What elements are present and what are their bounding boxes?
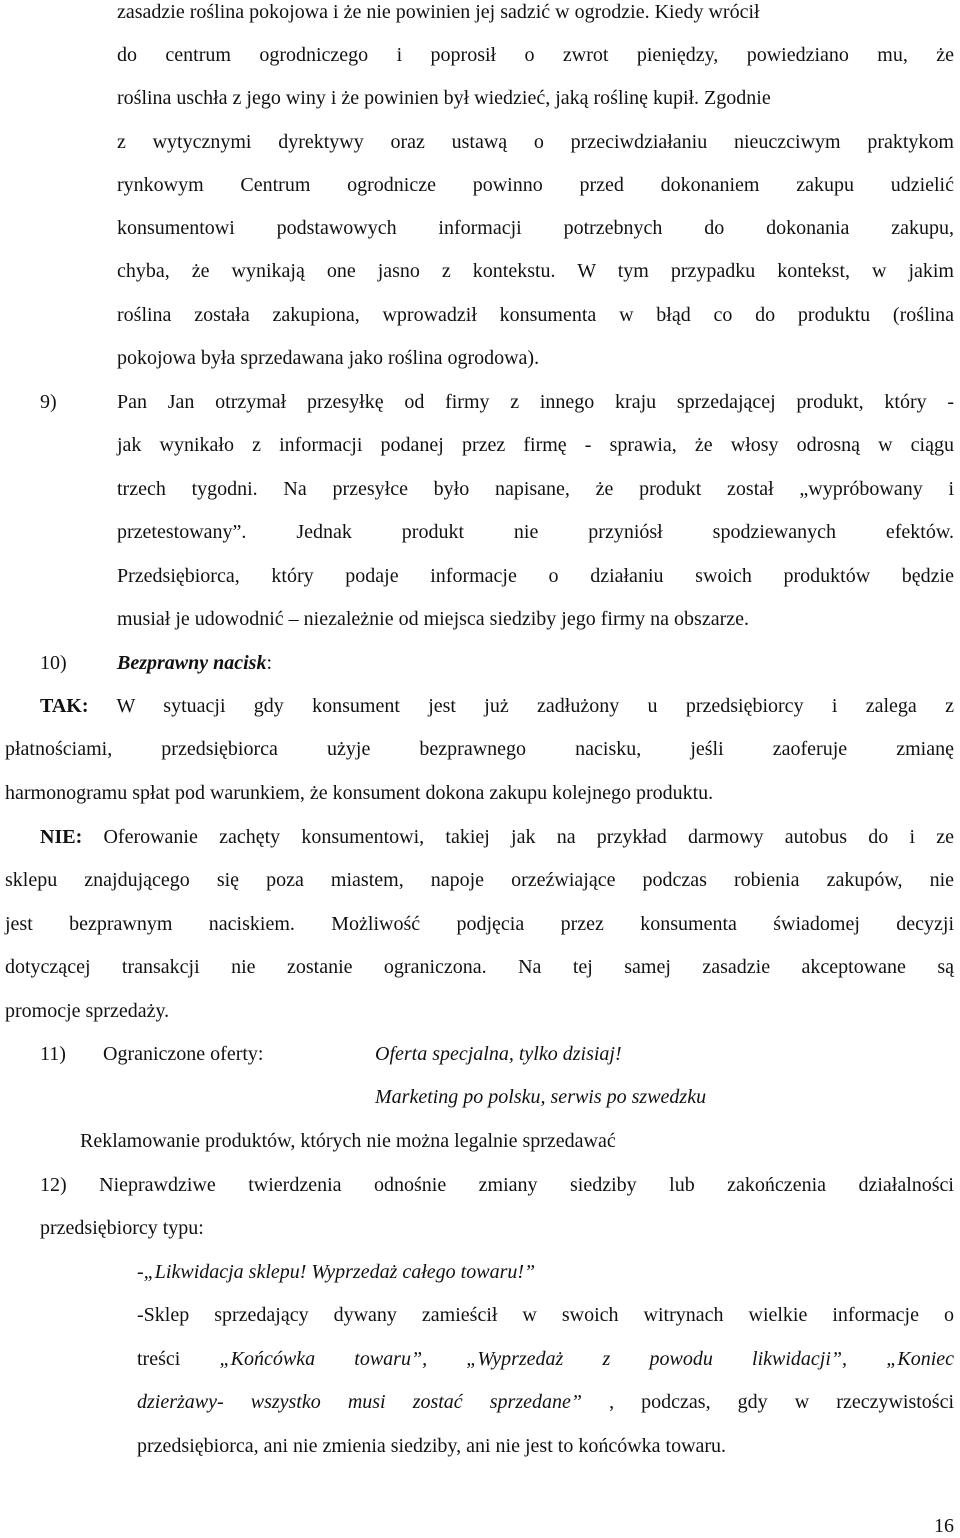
list-item-line: przedsiębiorcy typu: [40, 1217, 204, 1239]
list-item-line: Pan Jan otrzymał przesyłkę od firmy z innego kraju sprzedającej produkt, który - [117, 391, 954, 413]
example-quote: „Likwidacja sklepu! Wyprzedaż całego towaru!” [143, 1261, 536, 1283]
list-item-line: trzech tygodni. Na przesyłce było napisane, że produkt został „wypróbowany i [117, 478, 954, 500]
section-heading-text: Bezprawny nacisk [117, 652, 267, 674]
tak-paragraph-line [40, 694, 954, 718]
paragraph-line: pokojowa była sprzedawana jako roślina ogrodowa). [117, 347, 540, 369]
example-text: Marketing po polsku, serwis po szwedzku [375, 1086, 707, 1108]
list-item-line: Przedsiębiorca, który podaje informacje o działaniu swoich produktów będzie [117, 565, 954, 587]
paragraph-line: z wytycznymi dyrektywy oraz ustawą o przeciwdziałaniu nieuczciwym praktykom [117, 131, 954, 153]
list-item-label: Ograniczone oferty: [103, 1043, 264, 1065]
paragraph-line: konsumentowi podstawowych informacji potrzebnych do dokonania zakupu, [117, 217, 954, 239]
example-text: Oferta specjalna, tylko dzisiaj! [375, 1043, 622, 1065]
nie-paragraph-line [40, 825, 954, 849]
list-number: 11) [40, 1043, 66, 1065]
list-item-line: jak wynikało z informacji podanej przez firmę - sprawia, że włosy odrosną w ciągu [117, 434, 954, 456]
example-quote: dzierżawy- wszystko musi zostać sprzedane” [137, 1391, 582, 1413]
list-item-line: 12) Nieprawdziwe twierdzenia odnośnie zmiany siedziby lub zakończenia działalności [40, 1174, 954, 1196]
section-heading [117, 651, 272, 675]
nie-text: Oferowanie zachęty konsumentowi, takiej jak na przykład darmowy autobus do i ze [103, 826, 954, 848]
page-number: 16 [934, 1515, 954, 1537]
nie-paragraph-line: dotyczącej transakcji nie zostanie ograniczona. Na tej samej zasadzie akceptowane są [5, 956, 954, 978]
nie-paragraph-line: sklepu znajdującego się poza miastem, napoje orzeźwiające podczas robienia zakupów, nie [5, 869, 954, 891]
paragraph-line: zasadzie roślina pokojowa i że nie powinien jej sadzić w ogrodzie. Kiedy wrócił [117, 1, 760, 23]
paragraph-line: roślina uschła z jego winy i że powinien był wiedzieć, jaką roślinę kupił. Zgodnie [117, 87, 771, 109]
tak-paragraph-line: płatnościami, przedsiębiorca użyje bezprawnego nacisku, jeśli zaoferuje zmianę [5, 738, 954, 760]
example-line: przedsiębiorca, ani nie zmienia siedziby, ani nie jest to końcówka towaru. [137, 1435, 727, 1457]
nie-label: NIE: [40, 826, 83, 848]
example-quote: „Końcówka towaru”, „Wyprzedaż z powodu likwidacji”, „Koniec [219, 1348, 955, 1370]
tak-paragraph-line: harmonogramu spłat pod warunkiem, że konsument dokona zakupu kolejnego produktu. [5, 782, 714, 804]
tak-label: TAK: [40, 695, 89, 717]
paragraph-line: chyba, że wynikają one jasno z kontekstu. W tym przypadku kontekst, w jakim [117, 260, 954, 282]
example-line [137, 1260, 535, 1284]
nie-paragraph-line: jest bezprawnym naciskiem. Możliwość podjęcia przez konsumenta świadomej decyzji [5, 913, 954, 935]
list-item-line: musiał je udowodnić – niezależnie od miejsca siedziby jego firmy na obszarze. [117, 608, 750, 630]
example-line: -Sklep sprzedający dywany zamieścił w swoich witrynach wielkie informacje o [137, 1304, 954, 1326]
list-number: 9) [40, 391, 57, 413]
list-item-line: Reklamowanie produktów, których nie można legalnie sprzedawać [80, 1130, 616, 1152]
example-text: , podczas, gdy w rzeczywistości [609, 1391, 955, 1413]
list-number: 10) [40, 652, 67, 674]
example-line [137, 1347, 954, 1371]
example-dash: - [137, 1261, 144, 1283]
example-line [137, 1390, 954, 1414]
heading-colon: : [266, 652, 273, 674]
example-text: treści [137, 1348, 220, 1370]
paragraph-line: roślina została zakupiona, wprowadził konsumenta w błąd co do produktu (roślina [117, 304, 954, 326]
tak-text: W sytuacji gdy konsument jest już zadłużony u przedsiębiorcy i zalega z [116, 695, 954, 717]
nie-paragraph-line: promocje sprzedaży. [5, 1000, 170, 1022]
list-item-line: przetestowany”. Jednak produkt nie przyniósł spodziewanych efektów. [117, 521, 954, 543]
paragraph-line: do centrum ogrodniczego i poprosił o zwrot pieniędzy, powiedziano mu, że [117, 44, 954, 66]
paragraph-line: rynkowym Centrum ogrodnicze powinno przed dokonaniem zakupu udzielić [117, 174, 954, 196]
